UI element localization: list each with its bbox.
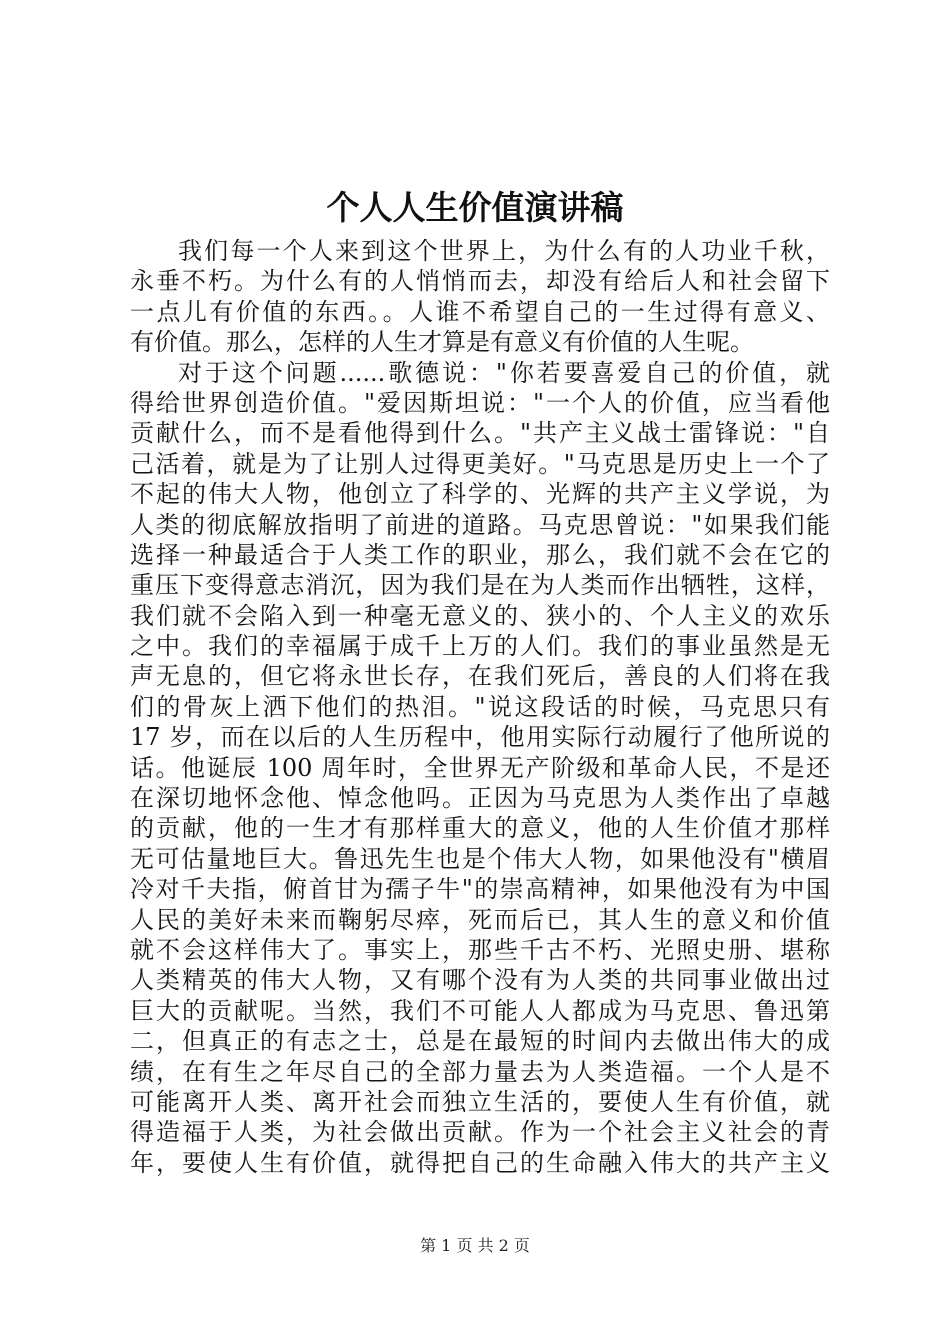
text-line: 选择一种最适合于人类工作的职业，那么，我们就不会在它的 bbox=[130, 540, 830, 569]
text-line: 人民的美好未来而鞠躬尽瘁，死而后已，其人生的意义和价值 bbox=[130, 905, 830, 934]
text-line: 无可估量地巨大。鲁迅先生也是个伟大人物，如果他没有"横眉 bbox=[130, 844, 830, 873]
text-line: 贡献什么，而不是看他得到什么。"共产主义战士雷锋说："自 bbox=[130, 419, 830, 448]
text-line: 得给世界创造价值。"爱因斯坦说："一个人的价值，应当看他 bbox=[130, 388, 830, 417]
text-line: 们的骨灰上洒下他们的热泪。"说这段话的时候，马克思只有 bbox=[130, 692, 830, 721]
document-title: 个人人生价值演讲稿 bbox=[326, 188, 624, 227]
text-line: 话。他诞辰 100 周年时，全世界无产阶级和革命人民，不是还 bbox=[130, 753, 830, 782]
text-line: 声无息的，但它将永世长存，在我们死后，善良的人们将在我 bbox=[130, 662, 830, 691]
text-line: 人类的彻底解放指明了前进的道路。马克思曾说："如果我们能 bbox=[130, 510, 830, 539]
text-line: 有价值。那么，怎样的人生才算是有意义有价值的人生呢。 bbox=[130, 328, 754, 357]
text-line: 绩，在有生之年尽自己的全部力量去为人类造福。一个人是不 bbox=[130, 1057, 830, 1086]
text-line: 就不会这样伟大了。事实上，那些千古不朽、光照史册、堪称 bbox=[130, 935, 830, 964]
text-line: 不起的伟大人物，他创立了科学的、光辉的共产主义学说，为 bbox=[130, 480, 830, 509]
text-line: 己活着，就是为了让别人过得更美好。"马克思是历史上一个了 bbox=[130, 449, 830, 478]
text-line: 我们就不会陷入到一种毫无意义的、狭小的、个人主义的欢乐 bbox=[130, 601, 830, 630]
text-line: 人类精英的伟大人物，又有哪个没有为人类的共同事业做出过 bbox=[130, 966, 830, 995]
text-line: 冷对千夫指，俯首甘为孺子牛"的崇高精神，如果他没有为中国 bbox=[130, 875, 830, 904]
paragraph-2 bbox=[130, 358, 830, 1179]
text-line: 我们每一个人来到这个世界上，为什么有的人功业千秋， bbox=[178, 237, 830, 265]
text-line: 的贡献，他的一生才有那样重大的意义，他的人生价值才那样 bbox=[130, 814, 830, 843]
text-line: 之中。我们的幸福属于成千上万的人们。我们的事业虽然是无 bbox=[130, 632, 830, 661]
text-line: 年，要使人生有价值，就得把自己的生命融入伟大的共产主义 bbox=[130, 1148, 830, 1177]
text-line: 在深切地怀念他、悼念他吗。正因为马克思为人类作出了卓越 bbox=[130, 784, 830, 813]
text-line: 一点儿有价值的东西。。人谁不希望自己的一生过得有意义、 bbox=[130, 297, 830, 326]
text-line: 17 岁，而在以后的人生历程中，他用实际行动履行了他所说的 bbox=[130, 723, 830, 752]
text-line: 永垂不朽。为什么有的人悄悄而去，却没有给后人和社会留下 bbox=[130, 267, 830, 296]
text-line: 二，但真正的有志之士，总是在最短的时间内去做出伟大的成 bbox=[130, 1027, 830, 1056]
text-line: 对于这个问题......歌德说："你若要喜爱自己的价值，就 bbox=[178, 358, 830, 387]
text-line: 巨大的贡献呢。当然，我们不可能人人都成为马克思、鲁迅第 bbox=[130, 996, 830, 1025]
text-line: 重压下变得意志消沉，因为我们是在为人类而作出牺牲，这样， bbox=[130, 571, 830, 600]
document-body bbox=[130, 236, 830, 1178]
text-line: 得造福于人类，为社会做出贡献。作为一个社会主义社会的青 bbox=[130, 1118, 830, 1147]
paragraph-1 bbox=[130, 236, 830, 358]
page-number-footer: 第 1 页 共 2 页 bbox=[420, 1236, 530, 1255]
text-line: 可能离开人类、离开社会而独立生活的，要使人生有价值，就 bbox=[130, 1087, 830, 1116]
